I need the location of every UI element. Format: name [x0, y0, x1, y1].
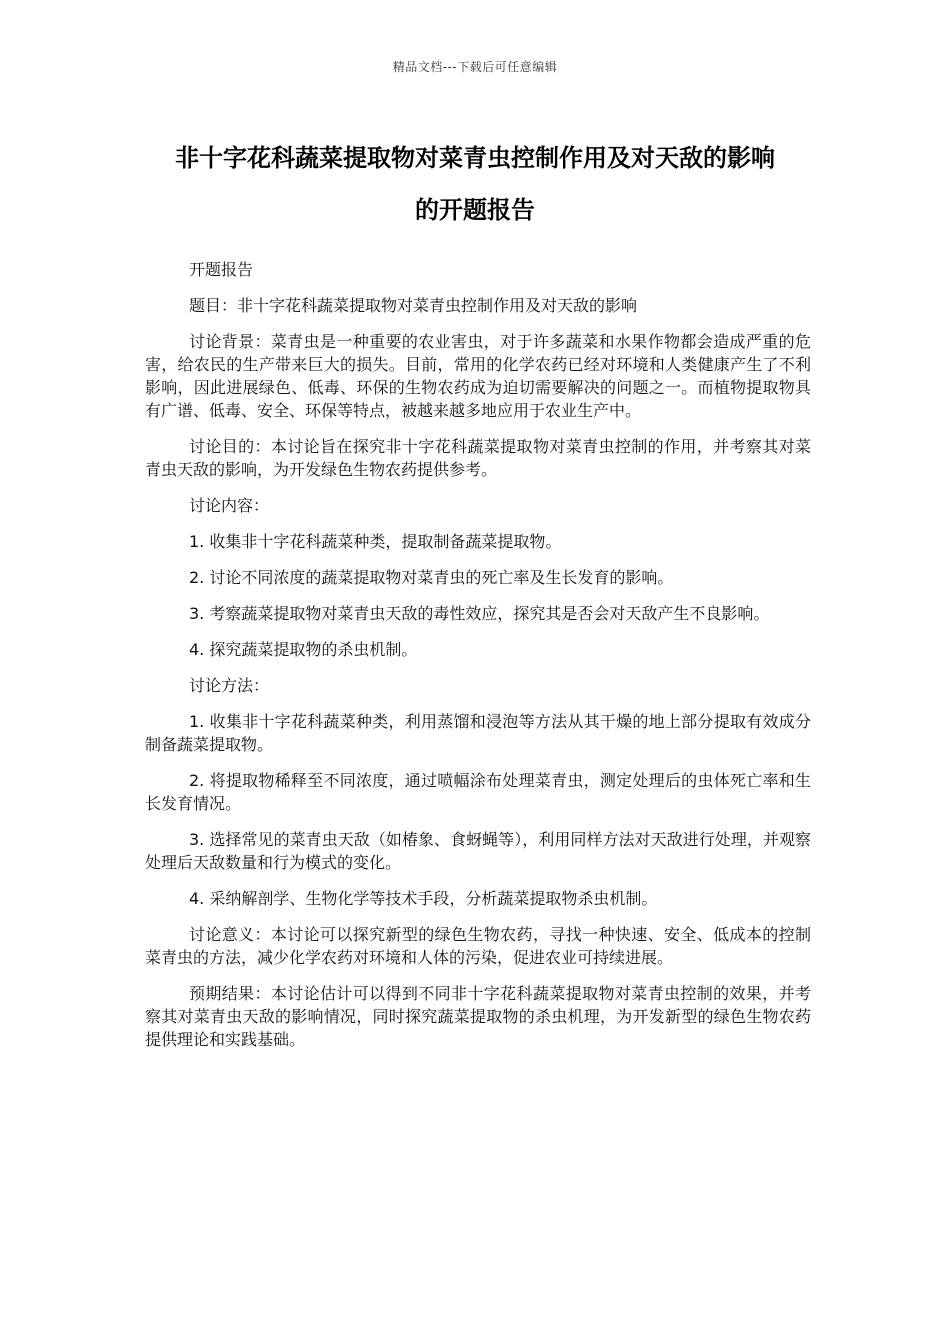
- content-item-1: 1. 收集非十字花科蔬菜种类，提取制备蔬菜提取物。: [189, 532, 562, 551]
- method-item-2: 2. 将提取物稀释至不同浓度，通过喷幅涂布处理菜青虫，测定处理后的虫体死亡率和生长发育情况。: [145, 771, 811, 813]
- title-line-2: 的开题报告: [415, 196, 535, 224]
- paragraph-significance: 讨论意义：本讨论可以探究新型的绿色生物农药，寻找一种快速、安全、低成本的控制菜青虫的方法，减少化学农药对环境和人体的污染，促进农业可持续进展。: [145, 925, 811, 967]
- method-item-4: 4. 采纳解剖学、生物化学等技术手段，分析蔬菜提取物杀虫机制。: [189, 889, 658, 908]
- paragraph-background: 讨论背景：菜青虫是一种重要的农业害虫，对于许多蔬菜和水果作物都会造成严重的危害，给农民的生产带来巨大的损失。目前，常用的化学农药已经对环境和人类健康产生了不利影响，因此进展绿色、低毒、环保的生物农药成为迫切需要解决的问题之一。而植物提取物具有广谱、低毒、安全、环保等特点，被越来越多地应用于农业生产中。: [145, 332, 811, 420]
- title-line-1: 非十字花科蔬菜提取物对菜青虫控制作用及对天敌的影响: [175, 144, 775, 172]
- paragraph-expected-results: 预期结果：本讨论估计可以得到不同非十字花科蔬菜提取物对菜青虫控制的效果，并考察其对菜青虫天敌的影响情况，同时探究蔬菜提取物的杀虫机理，为开发新型的绿色生物农药提供理论和实践基础。: [145, 984, 811, 1049]
- method-item-3: 3. 选择常见的菜青虫天敌（如椿象、食蚜蝇等），利用同样方法对天敌进行处理，并观察处理后天敌数量和行为模式的变化。: [145, 830, 811, 872]
- heading-content: 讨论内容：: [189, 496, 270, 515]
- heading-methods: 讨论方法：: [189, 676, 270, 695]
- document-title: [130, 132, 820, 236]
- header-note: 精品文档---下载后可任意编辑: [392, 60, 558, 74]
- content-item-2: 2. 讨论不同浓度的蔬菜提取物对菜青虫的死亡率及生长发育的影响。: [189, 568, 674, 587]
- paragraph-topic: 题目：非十字花科蔬菜提取物对菜青虫控制作用及对天敌的影响: [189, 296, 638, 315]
- method-item-1: 1. 收集非十字花科蔬菜种类，利用蒸馏和浸泡等方法从其干燥的地上部分提取有效成分制备蔬菜提取物。: [145, 712, 811, 754]
- paragraph-report-label: 开题报告: [189, 260, 254, 279]
- content-item-4: 4. 探究蔬菜提取物的杀虫机制。: [189, 640, 418, 659]
- content-item-3: 3. 考察蔬菜提取物对菜青虫天敌的毒性效应，探究其是否会对天敌产生不良影响。: [189, 604, 770, 623]
- document-body: [145, 258, 811, 1064]
- paragraph-purpose: 讨论目的：本讨论旨在探究非十字花科蔬菜提取物对菜青虫控制的作用，并考察其对菜青虫天敌的影响，为开发绿色生物农药提供参考。: [145, 437, 811, 479]
